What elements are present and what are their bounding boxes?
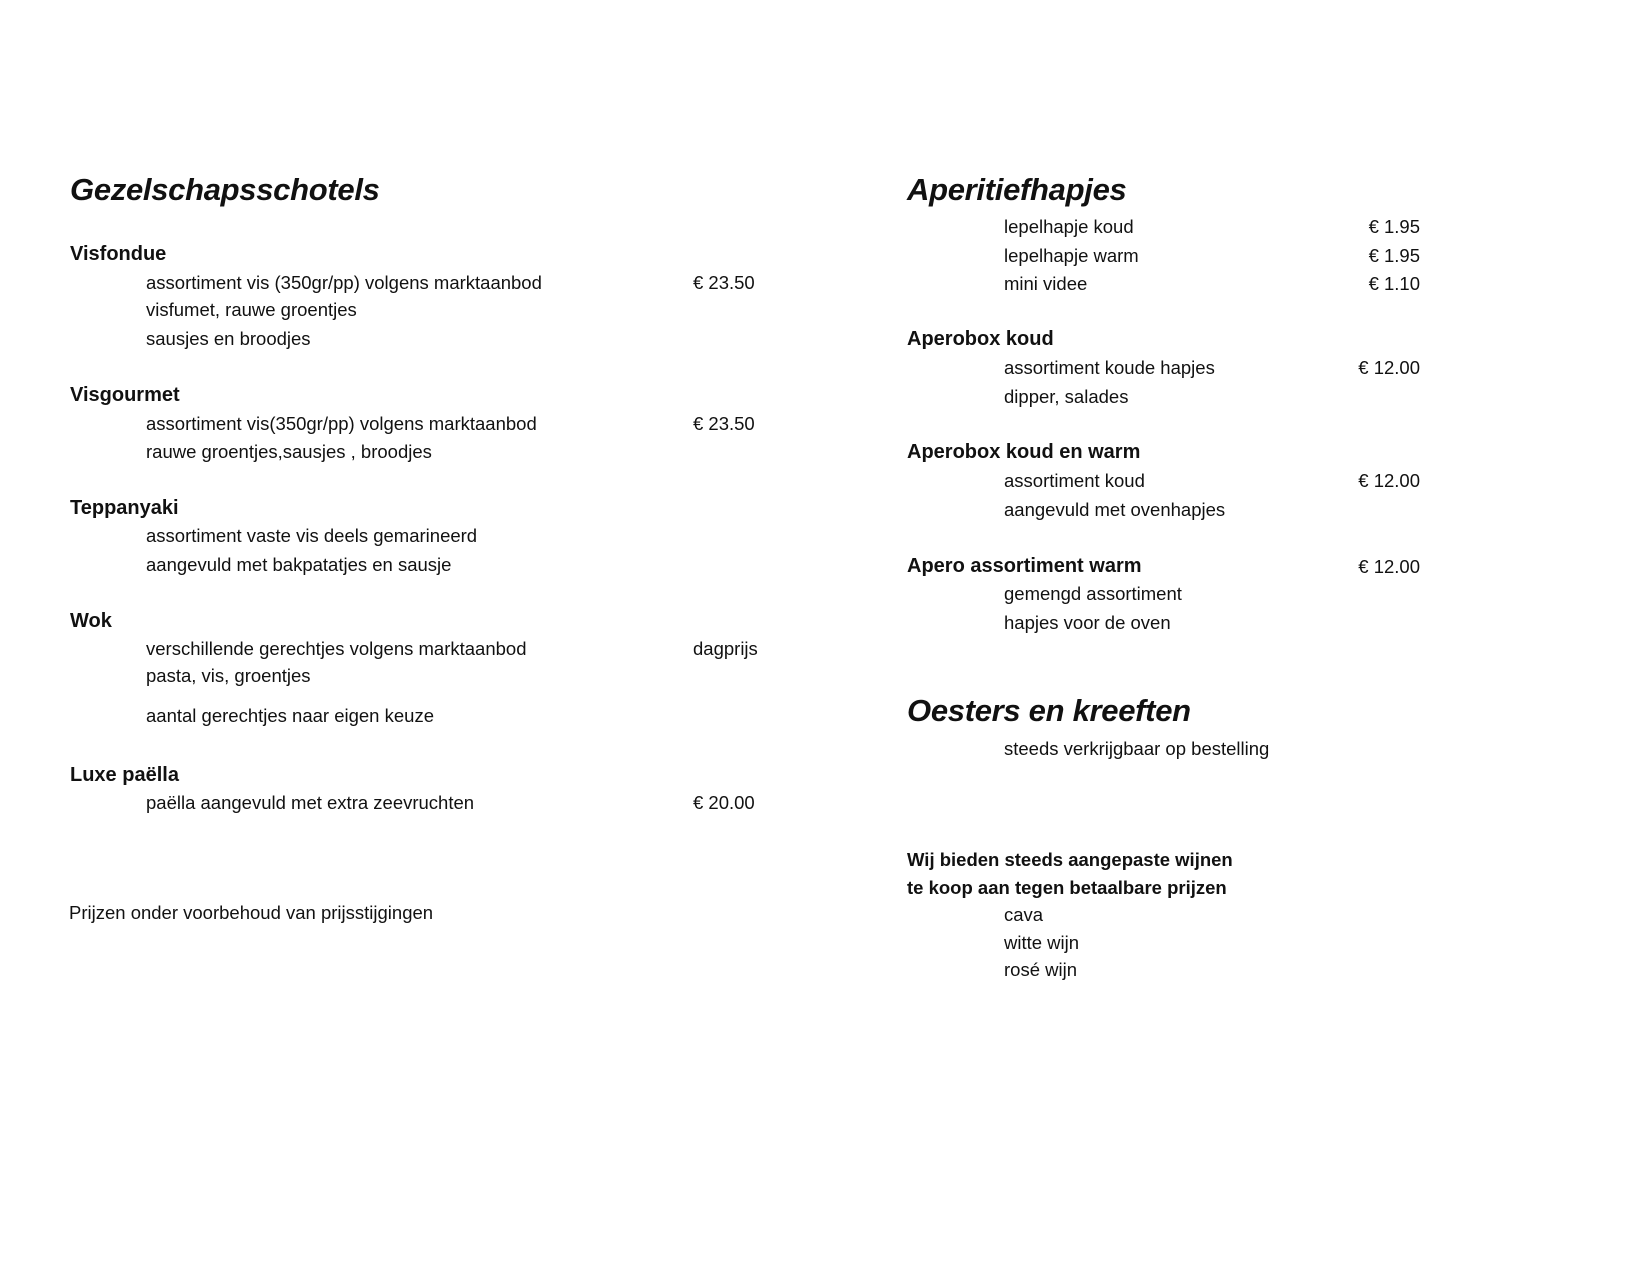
section-line: assortiment vaste vis deels gemarineerd	[146, 525, 478, 546]
section-line: sausjes en broodjes	[146, 328, 311, 349]
section-line: assortiment vis (350gr/pp) volgens marktaanbod	[146, 272, 542, 293]
section-line: dipper, salades	[1004, 386, 1129, 407]
section-price: € 20.00	[693, 792, 755, 813]
section-title-wok: Wok	[70, 610, 112, 632]
section-line: paëlla aangevuld met extra zeevruchten	[146, 792, 475, 813]
oysters-line: steeds verkrijgbaar op bestelling	[1004, 738, 1270, 759]
section-price: dagprijs	[693, 638, 758, 659]
section-line: visfumet, rauwe groentjes	[146, 299, 357, 320]
section-line: assortiment koude hapjes	[1004, 357, 1215, 378]
section-title-visgourmet: Visgourmet	[70, 384, 180, 406]
section-line: rauwe groentjes,sausjes , broodjes	[146, 441, 432, 462]
wine-item: witte wijn	[1004, 932, 1080, 953]
item-label: mini videe	[1004, 273, 1088, 294]
item-price: € 1.95	[1368, 216, 1420, 237]
item-label: lepelhapje warm	[1004, 245, 1139, 266]
wine-heading-line: Wij bieden steeds aangepaste wijnen	[907, 849, 1233, 870]
section-price: € 23.50	[693, 413, 755, 434]
left-title: Gezelschapsschotels	[70, 172, 380, 207]
wine-item: cava	[1004, 904, 1044, 925]
wine-heading-line: te koop aan tegen betaalbare prijzen	[907, 877, 1227, 898]
section-price: € 12.00	[1358, 470, 1420, 491]
section-line: pasta, vis, groentjes	[146, 665, 311, 686]
section-title-teppanyaki: Teppanyaki	[70, 497, 179, 519]
section-line: aangevuld met ovenhapjes	[1004, 499, 1226, 520]
section-price: € 12.00	[1358, 357, 1420, 378]
section-line: aangevuld met bakpatatjes en sausje	[146, 554, 452, 575]
footnote: Prijzen onder voorbehoud van prijsstijgingen	[69, 902, 434, 923]
section-title-visfondue: Visfondue	[70, 243, 167, 265]
item-price: € 1.95	[1368, 245, 1420, 266]
section-line: verschillende gerechtjes volgens marktaanbod	[146, 638, 527, 659]
section-line: gemengd assortiment	[1004, 583, 1182, 604]
section-line: assortiment koud	[1004, 470, 1145, 491]
wine-item: rosé wijn	[1004, 959, 1077, 980]
section-price: € 23.50	[693, 272, 755, 293]
oysters-title: Oesters en kreeften	[907, 693, 1191, 728]
section-price: € 12.00	[1358, 556, 1420, 577]
section-line: hapjes voor de oven	[1004, 612, 1171, 633]
section-title-apero-assortiment-warm: Apero assortiment warm	[907, 555, 1142, 577]
section-title-aperobox-koud-en-warm: Aperobox koud en warm	[907, 441, 1141, 463]
section-line: aantal gerechtjes naar eigen keuze	[146, 705, 434, 726]
section-title-aperobox-koud: Aperobox koud	[907, 328, 1054, 350]
section-line: assortiment vis(350gr/pp) volgens marktaanbod	[146, 413, 537, 434]
item-label: lepelhapje koud	[1004, 216, 1134, 237]
right-title: Aperitiefhapjes	[907, 172, 1127, 207]
item-price: € 1.10	[1368, 273, 1420, 294]
section-title-luxe-paella: Luxe paëlla	[70, 764, 179, 786]
